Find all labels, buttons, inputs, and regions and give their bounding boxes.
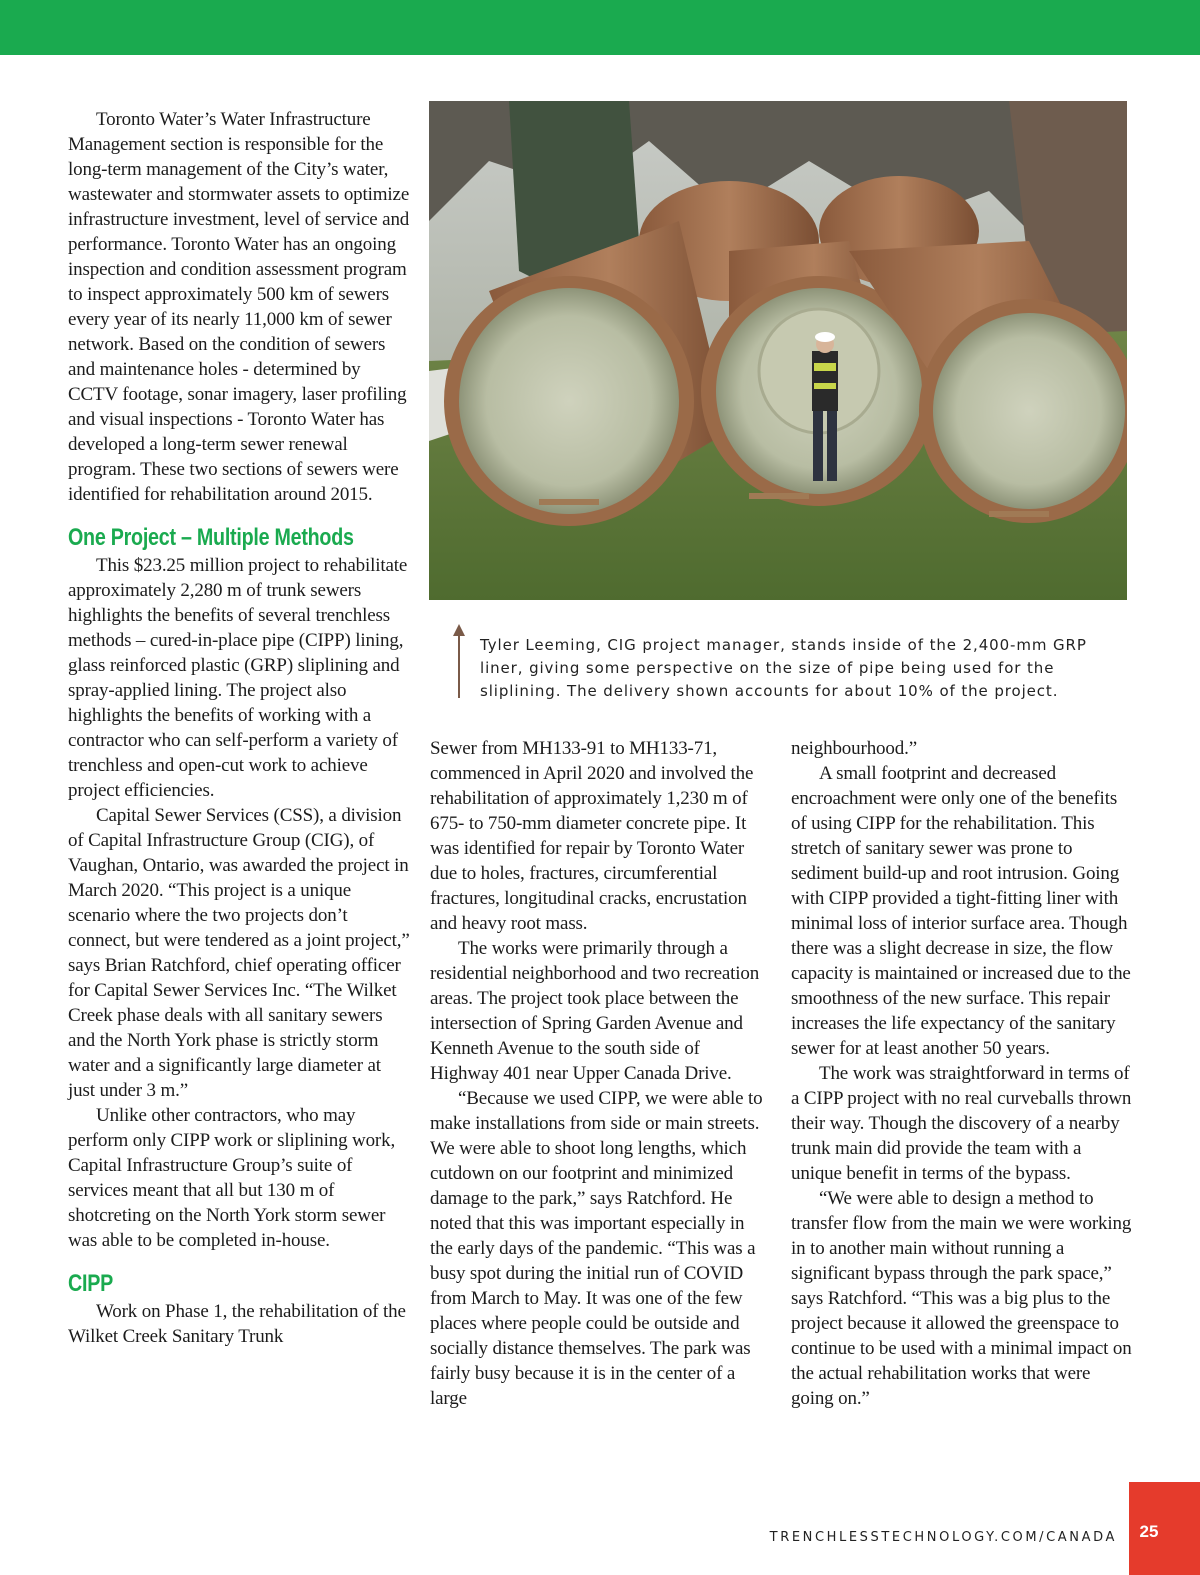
article-column-1 (68, 107, 410, 1349)
paragraph: “We were able to design a method to transfer flow from the main we were working in to another main without running a significant bypass through the park space,” says Ratchford. “This was a big plus to the project because it allowed the greenspace to continue to be used with a minimal impact on the actual rehabilitation works that were going on.” (791, 1188, 1132, 1409)
paragraph: Work on Phase 1, the rehabilitation of the Wilket Creek Sanitary Trunk (68, 1301, 406, 1347)
paragraph: The work was straightforward in terms of a CIPP project with no real curveballs thrown their way. Though the discovery of a nearby trunk main did provide the team with a unique benefit in terms of the bypass. (791, 1063, 1132, 1184)
paragraph: This $23.25 million project to rehabilitate approximately 2,280 m of trunk sewers highlights the benefits of several trenchless methods – cured-in-place pipe (CIPP) lining, glass reinforced plastic (GRP) sliplining and spray-applied lining. The project also highlights the benefits of working with a contractor who can self-perform a variety of trenchless and open-cut work to achieve project efficiencies. (68, 555, 408, 801)
footer-website-url: TRENCHLESSTECHNOLOGY.COM/CANADA (769, 1530, 1117, 1545)
pipe-photo (429, 101, 1127, 600)
paragraph: “Because we used CIPP, we were able to make installations from side or main streets. We were able to shoot long lengths, which cutdown on our footprint and minimized damage to the park,” says Ratchford. He noted that this was important especially in the early days of the pandemic. “This was a busy spot during the initial run of COVID from March to May. It was one of the few places where people could be outside and socially distance themselves. The park was fairly busy because it is in the center of a large (430, 1088, 763, 1409)
section-heading-one-project: One Project – Multiple Methods (68, 524, 354, 551)
paragraph: A small footprint and decreased encroachment were only one of the benefits of using CIPP for the rehabilitation. This stretch of sanitary sewer was prone to sediment build-up and root intrusion. Going with CIPP provided a tight-fitting liner with minimal loss of interior surface area. Though there was a slight decrease in size, the flow capacity is maintained or increased due to the smoothness of the new surface. This repair increases the life expectancy of the sanitary sewer for at least another 50 years. (791, 763, 1131, 1059)
paragraph: Capital Sewer Services (CSS), a division of Capital Infrastructure Group (CIG), of Vaughan, Ontario, was awarded the project in March 2020. “This project is a unique scenario where the two projects don’t connect, but were tendered as a joint project,” says Brian Ratchford, chief operating officer for Capital Sewer Services Inc. “The Wilket Creek phase deals with all sanitary sewers and the North York phase is strictly storm water and a significantly large diameter at just under 3 m.” (68, 805, 410, 1101)
section-heading-cipp: CIPP (68, 1270, 113, 1297)
article-column-3 (791, 736, 1133, 1411)
photo-caption: Tyler Leeming, CIG project manager, stands inside of the 2,400-mm GRP liner, giving some perspective on the size of pipe being used for the sliplining. The delivery shown accounts for about 10% of the project. (480, 636, 1087, 700)
article-column-2 (430, 736, 770, 1411)
top-green-bar (0, 0, 1200, 55)
caption-arrow-icon (452, 622, 466, 700)
paragraph: Sewer from MH133-91 to MH133-71, commenced in April 2020 and involved the rehabilitation of approximately 1,230 m of 675- to 750-mm diameter concrete pipe. It was identified for repair by Toronto Water due to holes, fractures, circumferential fractures, longitudinal cracks, encrustation and heavy root mass. (430, 738, 754, 934)
page-number: 25 (1139, 1522, 1159, 1541)
paragraph: Unlike other contractors, who may perform only CIPP work or sliplining work, Capital Infrastructure Group’s suite of services meant that all but 130 m of shotcreting on the North York storm sewer was able to be completed in-house. (68, 1105, 396, 1251)
paragraph: Toronto Water’s Water Infrastructure Management section is responsible for the long-term management of the City’s water, wastewater and stormwater assets to optimize infrastructure investment, level of service and performance. Toronto Water has an ongoing inspection and condition assessment program to inspect approximately 500 km of sewers every year of its nearly 11,000 km of sewer network. Based on the condition of sewers and maintenance holes - determined by CCTV footage, sonar imagery, laser profiling and visual inspections - Toronto Water has developed a long-term sewer renewal program. These two sections of sewers were identified for rehabilitation around 2015. (68, 109, 410, 505)
paragraph: The works were primarily through a residential neighborhood and two recreation areas. The project took place between the intersection of Spring Garden Avenue and Kenneth Avenue to the south side of Highway 401 near Upper Canada Drive. (430, 938, 760, 1084)
paragraph: neighbourhood.” (791, 738, 917, 759)
